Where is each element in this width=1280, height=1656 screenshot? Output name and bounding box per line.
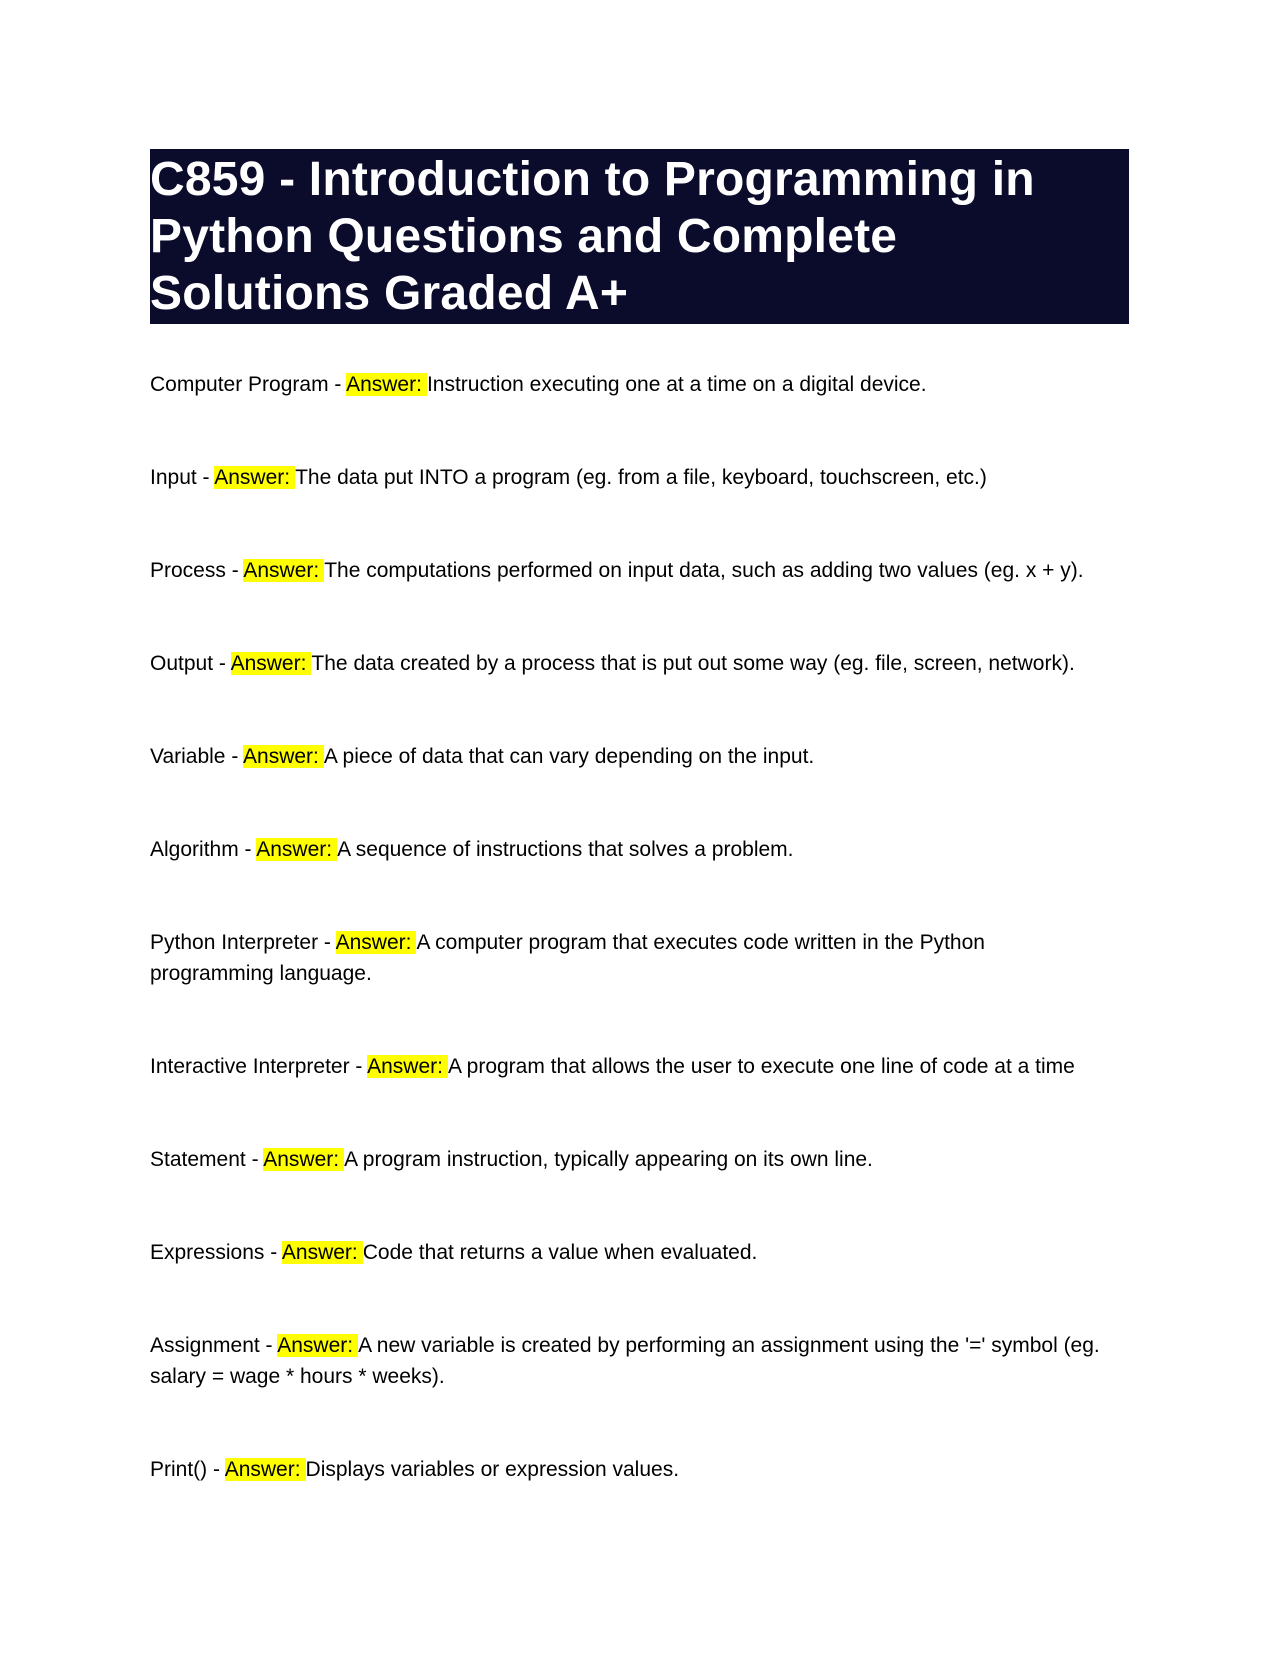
answer-label: Answer:	[243, 745, 324, 768]
entry-definition: Instruction executing one at a time on a digital device.	[426, 373, 927, 396]
entry-term: Assignment	[150, 1334, 260, 1357]
entry-term: Output	[150, 652, 214, 675]
entry-term: Algorithm	[150, 838, 239, 861]
qa-entry: Input - Answer: The data put INTO a program (eg. from a file, keyboard, touchscreen, etc.)	[150, 466, 987, 489]
entry-definition: A computer program that executes code written in the Python programming language.	[150, 931, 985, 985]
entry-definition: A sequence of instructions that solves a problem.	[337, 838, 794, 861]
entry-definition: The data created by a process that is put out some way (eg. file, screen, network).	[311, 652, 1075, 675]
entry-definition: Displays variables or expression values.	[305, 1458, 680, 1481]
answer-label: Answer:	[263, 1148, 344, 1171]
answer-label: Answer:	[231, 652, 312, 675]
answer-label: Answer:	[214, 466, 295, 489]
entry-definition: A piece of data that can vary depending on the input.	[323, 745, 815, 768]
entry-definition: A program that allows the user to execute one line of code at a time	[447, 1055, 1075, 1078]
entry-definition: The data put INTO a program (eg. from a file, keyboard, touchscreen, etc.)	[295, 466, 987, 489]
entry-term: Input	[150, 466, 197, 489]
qa-entry: Expressions - Answer: Code that returns a value when evaluated.	[150, 1241, 758, 1264]
answer-label: Answer:	[367, 1055, 448, 1078]
qa-entry: Computer Program - Answer: Instruction executing one at a time on a digital device.	[150, 373, 927, 396]
answer-label: Answer:	[346, 373, 427, 396]
answer-label: Answer:	[282, 1241, 363, 1264]
entry-definition: A program instruction, typically appearing on its own line.	[344, 1148, 873, 1171]
answer-label: Answer:	[256, 838, 337, 861]
entry-definition: The computations performed on input data, such as adding two values (eg. x + y).	[324, 559, 1084, 582]
entry-definition: A new variable is created by performing an assignment using the '=' symbol (eg. salary = wage * hours * weeks).	[150, 1334, 1100, 1388]
qa-entry: Variable - Answer: A piece of data that can vary depending on the input.	[150, 745, 815, 768]
title-banner	[150, 149, 1129, 324]
entry-definition: Code that returns a value when evaluated.	[362, 1241, 758, 1264]
qa-entry: Algorithm - Answer: A sequence of instructions that solves a problem.	[150, 838, 794, 861]
document-title: C859 - Introduction to Programming in Python Questions and Complete Solutions Graded A+	[150, 153, 1035, 320]
qa-entry: Interactive Interpreter - Answer: A program that allows the user to execute one line of code at a time	[150, 1055, 1075, 1078]
answer-label: Answer:	[277, 1334, 358, 1357]
answer-label: Answer:	[225, 1458, 306, 1481]
answer-label: Answer:	[243, 559, 324, 582]
entry-term: Process	[150, 559, 226, 582]
entry-term: Variable	[150, 745, 226, 768]
qa-entry: Assignment - Answer: A new variable is created by performing an assignment using the '=' symbol (eg. salary = wage * hours * weeks).	[150, 1334, 1100, 1388]
entry-term: Expressions	[150, 1241, 265, 1264]
qa-entry: Print() - Answer: Displays variables or expression values.	[150, 1458, 680, 1481]
entry-term: Computer Program	[150, 373, 329, 396]
entry-term: Print()	[150, 1458, 208, 1481]
qa-entry: Process - Answer: The computations performed on input data, such as adding two values (eg. x + y).	[150, 559, 1084, 582]
qa-entry: Output - Answer: The data created by a process that is put out some way (eg. file, screen, network).	[150, 652, 1075, 675]
qa-entry: Statement - Answer: A program instruction, typically appearing on its own line.	[150, 1148, 873, 1171]
entry-term: Python Interpreter	[150, 931, 319, 954]
qa-entry: Python Interpreter - Answer: A computer program that executes code written in the Python programming language.	[150, 931, 985, 985]
answer-label: Answer:	[336, 931, 417, 954]
entry-term: Statement	[150, 1148, 246, 1171]
entry-term: Interactive Interpreter	[150, 1055, 350, 1078]
